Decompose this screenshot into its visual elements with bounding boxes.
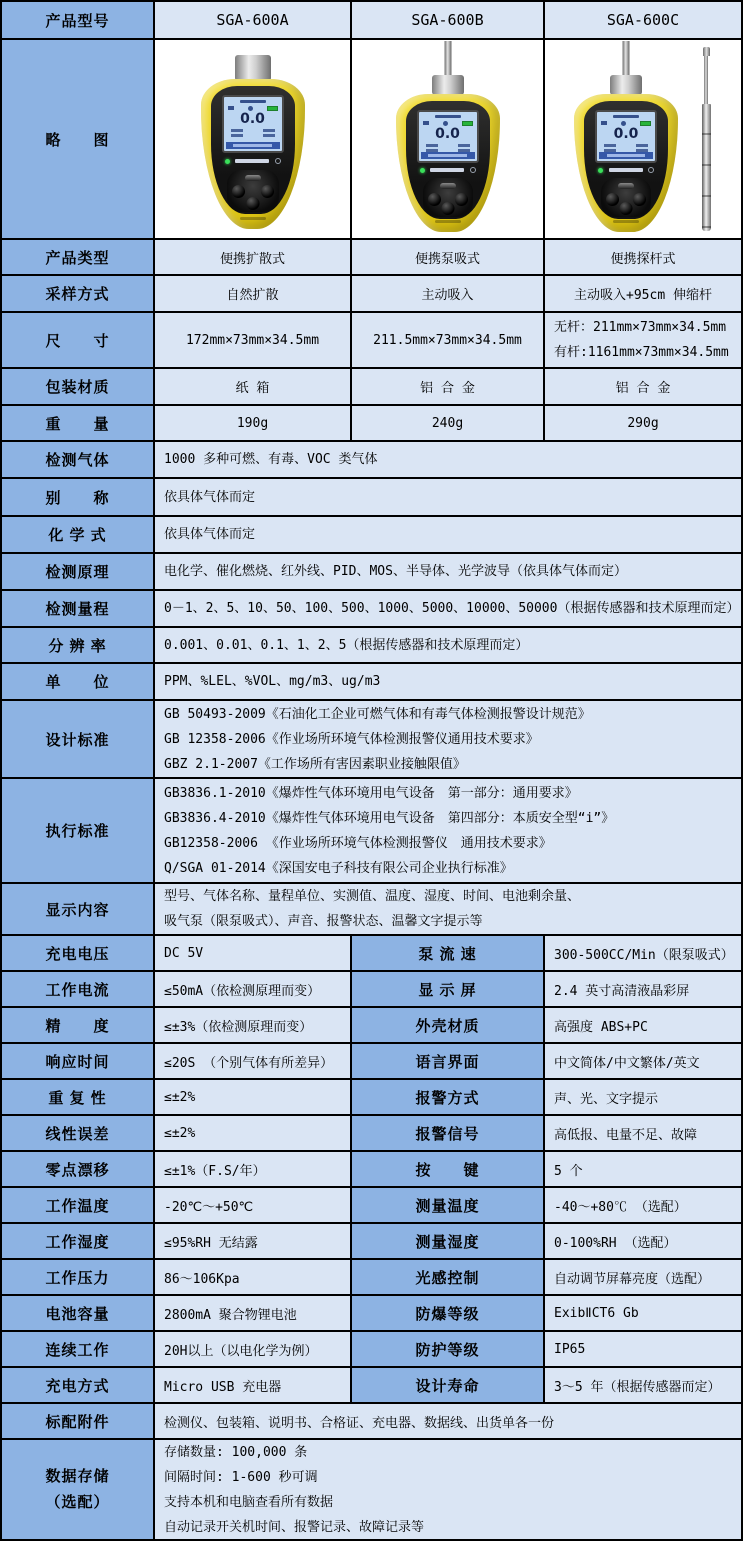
spec-label: 零点漂移 bbox=[2, 1152, 155, 1188]
battery-icon bbox=[462, 121, 473, 126]
led-indicator bbox=[225, 159, 230, 164]
table-row bbox=[2, 1404, 743, 1440]
spec-value: ≤±2% bbox=[155, 1080, 352, 1116]
table-row bbox=[2, 240, 743, 276]
spec-label: 泵 流 速 bbox=[352, 936, 545, 972]
spec-label: 外壳材质 bbox=[352, 1008, 545, 1044]
spec-value bbox=[155, 779, 743, 884]
screen-text-bar bbox=[604, 144, 616, 147]
spec-value-line: 0.001、0.01、0.1、1、2、5（根据传感器和技术原理而定） bbox=[164, 637, 529, 653]
spec-label: 产品类型 bbox=[2, 240, 155, 276]
spec-value: -20℃～+50℃ bbox=[155, 1188, 352, 1224]
spec-value: 3～5 年（根据传感器而定） bbox=[545, 1368, 743, 1404]
spec-label: 测量湿度 bbox=[352, 1224, 545, 1260]
spec-label: 电池容量 bbox=[2, 1296, 155, 1332]
table-row bbox=[2, 40, 743, 240]
led-indicator bbox=[598, 168, 603, 173]
power-icon bbox=[648, 167, 654, 173]
power-icon bbox=[275, 158, 281, 164]
spec-label: 显 示 屏 bbox=[352, 972, 545, 1008]
spec-label: 报警方式 bbox=[352, 1080, 545, 1116]
device-indicator-row bbox=[592, 165, 660, 175]
spec-value: 自动调节屏幕亮度（选配） bbox=[545, 1260, 743, 1296]
spec-label: 充电电压 bbox=[2, 936, 155, 972]
table-row bbox=[2, 1332, 743, 1368]
spec-value: DC 5V bbox=[155, 936, 352, 972]
device-button-cluster bbox=[423, 178, 473, 217]
table-row bbox=[2, 1188, 743, 1224]
screen-text-bar bbox=[231, 134, 243, 137]
device-sensor-cap bbox=[235, 55, 271, 81]
spec-value-line: 0－1、2、5、10、50、100、500、1000、5000、10000、50000（根据传感器和技术原理而定） bbox=[164, 601, 740, 616]
spec-label: 防爆等级 bbox=[352, 1296, 545, 1332]
screen-reading: 0.0 bbox=[613, 126, 639, 142]
spec-label: 响应时间 bbox=[2, 1044, 155, 1080]
table-row bbox=[2, 313, 743, 369]
spec-value-line: GB3836.4-2010《爆炸性气体环境用电气设备 第四部分：本质安全型“i”》 bbox=[164, 810, 615, 826]
screen-title-text-bar bbox=[613, 115, 639, 118]
table-row bbox=[2, 517, 743, 554]
table-row bbox=[2, 554, 743, 591]
spec-value bbox=[155, 591, 743, 628]
spec-value: 便携探杆式 bbox=[545, 240, 743, 276]
spec-value: 纸 箱 bbox=[155, 369, 352, 406]
spec-value-line: 1000 多种可燃、有毒、VOC 类气体 bbox=[164, 452, 378, 467]
spec-value-line: 依具体气体而定 bbox=[164, 489, 256, 505]
spec-value: 5 个 bbox=[545, 1152, 743, 1188]
speaker-grill bbox=[240, 217, 266, 220]
enter-button bbox=[441, 202, 454, 215]
spec-label: 工作温度 bbox=[2, 1188, 155, 1224]
screen-text-bar bbox=[426, 144, 438, 147]
spec-label: 化 学 式 bbox=[2, 517, 155, 554]
spec-label: 线性误差 bbox=[2, 1116, 155, 1152]
screen-title-text-bar bbox=[435, 115, 461, 118]
brand-label bbox=[430, 168, 464, 172]
spec-value: 检测仪、包装箱、说明书、合格证、充电器、数据线、出货单各一份 bbox=[155, 1404, 743, 1440]
device-image-sga-600a bbox=[178, 41, 328, 237]
screen-info-row bbox=[421, 144, 475, 147]
spec-label: 检测量程 bbox=[2, 591, 155, 628]
spec-label: 语言界面 bbox=[352, 1044, 545, 1080]
device-sensor-cap bbox=[432, 75, 464, 95]
screen-time-bar bbox=[428, 154, 467, 157]
device-image-sga-600c bbox=[551, 41, 701, 237]
spec-value-line: 型号、气体名称、量程单位、实测值、温度、湿度、时间、电池剩余量、 bbox=[164, 889, 581, 904]
table-row bbox=[2, 628, 743, 664]
spec-label: 检测原理 bbox=[2, 554, 155, 591]
table-row bbox=[2, 1044, 743, 1080]
spec-value: 自然扩散 bbox=[155, 276, 352, 313]
spec-value-line: PPM、%LEL、%VOL、mg/m3、ug/m3 bbox=[164, 674, 381, 689]
device-body bbox=[201, 79, 305, 229]
model-name: SGA-600C bbox=[545, 2, 743, 40]
spec-label: 执行标准 bbox=[2, 779, 155, 884]
screen-time-bar bbox=[233, 144, 272, 147]
device-probe-tube bbox=[623, 41, 630, 77]
power-icon bbox=[470, 167, 476, 173]
table-row bbox=[2, 1152, 743, 1188]
spec-value: IP65 bbox=[545, 1332, 743, 1368]
spec-value-line: GB 50493-2009《石油化工企业可燃气体和有毒气体检测报警设计规范》 bbox=[164, 706, 591, 722]
spec-label: 尺 寸 bbox=[2, 313, 155, 369]
spec-value-line: GB 12358-2006《作业场所环境气体检测报警仪通用技术要求》 bbox=[164, 731, 539, 747]
spec-value: 铝 合 金 bbox=[352, 369, 545, 406]
screen-info-row bbox=[226, 129, 280, 132]
spec-value: ≤20S （个别气体有所差异） bbox=[155, 1044, 352, 1080]
spec-value-line: 支持本机和电脑查看所有数据 bbox=[164, 1494, 334, 1510]
spec-value: 主动吸入+95cm 伸缩杆 bbox=[545, 276, 743, 313]
enter-button bbox=[246, 197, 259, 210]
spec-value: 高强度 ABS+PC bbox=[545, 1008, 743, 1044]
fan-icon bbox=[621, 121, 626, 126]
spec-label: 单 位 bbox=[2, 664, 155, 701]
right-button bbox=[261, 185, 274, 198]
spec-value bbox=[155, 701, 743, 779]
spec-value: 300-500CC/Min（限泵吸式） bbox=[545, 936, 743, 972]
spec-value-line: Q/SGA 01-2014《深国安电子科技有限公司企业执行标准》 bbox=[164, 860, 513, 876]
right-button bbox=[633, 193, 646, 206]
spec-label: 充电方式 bbox=[2, 1368, 155, 1404]
speaker-grill bbox=[435, 220, 461, 223]
left-button bbox=[606, 193, 619, 206]
spec-label: 设计寿命 bbox=[352, 1368, 545, 1404]
spec-value: ≤50mA（依检测原理而变） bbox=[155, 972, 352, 1008]
spec-label: 重 量 bbox=[2, 406, 155, 442]
spec-value-line: 有杆:1161mm×73mm×34.5mm bbox=[554, 345, 729, 360]
table-row bbox=[2, 442, 743, 479]
device-indicator-row bbox=[219, 156, 287, 166]
spec-value-line: 依具体气体而定 bbox=[164, 527, 256, 542]
telescopic-rod bbox=[701, 47, 711, 233]
spec-value: 240g bbox=[352, 406, 545, 442]
table-row bbox=[2, 1116, 743, 1152]
speaker-icon bbox=[228, 106, 234, 110]
spec-value bbox=[155, 664, 743, 701]
spec-label: 检测气体 bbox=[2, 442, 155, 479]
spec-value bbox=[155, 517, 743, 554]
spec-label: 工作压力 bbox=[2, 1260, 155, 1296]
spec-label: 精 度 bbox=[2, 1008, 155, 1044]
table-row bbox=[2, 972, 743, 1008]
spec-value: ≤±1%（F.S/年） bbox=[155, 1152, 352, 1188]
table-row bbox=[2, 479, 743, 517]
table-row bbox=[2, 1080, 743, 1116]
table-row bbox=[2, 884, 743, 936]
sketch-cell bbox=[545, 40, 743, 240]
screen-reading: 0.0 bbox=[435, 126, 460, 142]
enter-button bbox=[620, 202, 633, 215]
spec-value bbox=[155, 554, 743, 591]
spec-value: ≤95%RH 无结露 bbox=[155, 1224, 352, 1260]
sketch-cell bbox=[352, 40, 545, 240]
screen-status-strip bbox=[226, 142, 280, 149]
spec-value: 172mm×73mm×34.5mm bbox=[155, 313, 352, 369]
spec-label-sketch: 略 图 bbox=[2, 40, 155, 240]
spec-label-data-storage bbox=[2, 1440, 155, 1541]
led-indicator bbox=[420, 168, 425, 173]
table-row bbox=[2, 406, 743, 442]
model-name: SGA-600B bbox=[352, 2, 545, 40]
spec-value: ≤±2% bbox=[155, 1116, 352, 1152]
spec-label: 按 键 bbox=[352, 1152, 545, 1188]
spec-label: 光感控制 bbox=[352, 1260, 545, 1296]
right-button bbox=[455, 193, 468, 206]
screen-info-row bbox=[226, 134, 280, 137]
spec-value: 211.5mm×73mm×34.5mm bbox=[352, 313, 545, 369]
screen-time-bar bbox=[607, 154, 646, 157]
spec-value bbox=[155, 1440, 743, 1541]
spec-label: 报警信号 bbox=[352, 1116, 545, 1152]
table-row bbox=[2, 1440, 743, 1541]
battery-icon bbox=[267, 106, 278, 111]
spec-value: -40～+80℃ （选配） bbox=[545, 1188, 743, 1224]
screen-text-bar bbox=[263, 134, 275, 137]
spec-label-product-model: 产品型号 bbox=[2, 2, 155, 40]
spec-value: 0-100%RH （选配） bbox=[545, 1224, 743, 1260]
spec-value: 中文简体/中文繁体/英文 bbox=[545, 1044, 743, 1080]
device-image-sga-600b bbox=[373, 41, 523, 237]
screen-text-bar bbox=[263, 129, 275, 132]
spec-label: 设计标准 bbox=[2, 701, 155, 779]
spec-value: Micro USB 充电器 bbox=[155, 1368, 352, 1404]
device-front-panel bbox=[211, 86, 295, 214]
rod-upper-section bbox=[704, 56, 708, 104]
model-name: SGA-600A bbox=[155, 2, 352, 40]
spec-value: 主动吸入 bbox=[352, 276, 545, 313]
spec-value-line: GB12358-2006 《作业场所环境气体检测报警仪 通用技术要求》 bbox=[164, 835, 552, 851]
device-probe-tube bbox=[444, 41, 451, 77]
spec-label: 工作湿度 bbox=[2, 1224, 155, 1260]
sketch-cell bbox=[155, 40, 352, 240]
spec-value: 2.4 英寸高清液晶彩屏 bbox=[545, 972, 743, 1008]
menu-button bbox=[245, 175, 261, 181]
screen-text-bar bbox=[231, 129, 243, 132]
device-body bbox=[574, 94, 678, 232]
table-row bbox=[2, 1296, 743, 1332]
spec-value: 2800mA 聚合物锂电池 bbox=[155, 1296, 352, 1332]
device-sensor-cap bbox=[610, 75, 642, 95]
spec-value: 便携泵吸式 bbox=[352, 240, 545, 276]
rod-lower-section bbox=[702, 104, 711, 231]
table-row bbox=[2, 2, 743, 40]
table-row bbox=[2, 779, 743, 884]
screen-status-strip bbox=[421, 152, 475, 159]
spec-value bbox=[545, 313, 743, 369]
screen-info-row bbox=[599, 144, 653, 147]
table-row bbox=[2, 591, 743, 628]
spec-label: 采样方式 bbox=[2, 276, 155, 313]
speaker-grill bbox=[613, 220, 639, 223]
screen-text-bar bbox=[458, 144, 470, 147]
rod-tip bbox=[703, 47, 710, 56]
table-row bbox=[2, 1224, 743, 1260]
spec-label: 工作电流 bbox=[2, 972, 155, 1008]
speaker-icon bbox=[601, 121, 607, 125]
spec-value: 高低报、电量不足、故障 bbox=[545, 1116, 743, 1152]
battery-icon bbox=[640, 121, 651, 126]
table-row bbox=[2, 1260, 743, 1296]
screen-reading: 0.0 bbox=[240, 111, 265, 127]
table-row bbox=[2, 276, 743, 313]
device-front-panel bbox=[584, 101, 668, 219]
brand-label bbox=[609, 168, 643, 172]
spec-label-line: 数据存储 bbox=[45, 1467, 110, 1485]
fan-icon bbox=[443, 121, 448, 126]
device-front-panel bbox=[406, 101, 490, 219]
speaker-icon bbox=[423, 121, 429, 125]
spec-value: 290g bbox=[545, 406, 743, 442]
spec-value-line: 电化学、催化燃烧、红外线、PID、MOS、半导体、光学波导（依具体气体而定） bbox=[164, 564, 627, 579]
spec-label: 包装材质 bbox=[2, 369, 155, 406]
spec-label: 防护等级 bbox=[352, 1332, 545, 1368]
fan-icon bbox=[248, 106, 253, 111]
spec-label: 别 称 bbox=[2, 479, 155, 517]
spec-value-line: 吸气泵（限泵吸式）、声音、报警状态、温馨文字提示等 bbox=[164, 914, 483, 929]
menu-button bbox=[618, 183, 634, 189]
device-screen bbox=[222, 95, 284, 153]
spec-value: 190g bbox=[155, 406, 352, 442]
device-screen bbox=[595, 110, 657, 163]
spec-value bbox=[155, 628, 743, 664]
table-row bbox=[2, 369, 743, 406]
spec-value: 86～106Kpa bbox=[155, 1260, 352, 1296]
spec-label: 连续工作 bbox=[2, 1332, 155, 1368]
screen-text-bar bbox=[636, 144, 648, 147]
brand-label bbox=[235, 159, 269, 163]
spec-value: 便携扩散式 bbox=[155, 240, 352, 276]
device-screen bbox=[417, 110, 479, 163]
left-button bbox=[428, 193, 441, 206]
spec-value bbox=[155, 884, 743, 936]
left-button bbox=[232, 185, 245, 198]
spec-value: 20H以上（以电化学为例） bbox=[155, 1332, 352, 1368]
spec-value-line: GB3836.1-2010《爆炸性气体环境用电气设备 第一部分：通用要求》 bbox=[164, 785, 578, 801]
table-row bbox=[2, 1008, 743, 1044]
spec-label: 重 复 性 bbox=[2, 1080, 155, 1116]
table-row bbox=[2, 664, 743, 701]
menu-button bbox=[440, 183, 456, 189]
spec-label: 测量温度 bbox=[352, 1188, 545, 1224]
spec-value-line: 无杆：211mm×73mm×34.5mm bbox=[554, 320, 727, 335]
table-row bbox=[2, 936, 743, 972]
device-indicator-row bbox=[414, 165, 482, 175]
spec-label: 分 辨 率 bbox=[2, 628, 155, 664]
spec-value: ExibⅡCT6 Gb bbox=[545, 1296, 743, 1332]
spec-label: 显示内容 bbox=[2, 884, 155, 936]
device-body bbox=[396, 94, 500, 232]
spec-value bbox=[155, 479, 743, 517]
spec-value-line: 存储数量: 100,000 条 bbox=[164, 1444, 308, 1460]
spec-value: ≤±3%（依检测原理而变） bbox=[155, 1008, 352, 1044]
screen-title-text-bar bbox=[240, 100, 266, 103]
table-row bbox=[2, 1368, 743, 1404]
spec-label-accessories: 标配附件 bbox=[2, 1404, 155, 1440]
spec-value-line: 自动记录开关机时间、报警记录、故障记录等 bbox=[164, 1519, 425, 1535]
table-row bbox=[2, 701, 743, 779]
spec-value bbox=[155, 442, 743, 479]
spec-value-line: 间隔时间: 1-600 秒可调 bbox=[164, 1469, 318, 1485]
screen-status-strip bbox=[599, 152, 653, 159]
spec-value: 铝 合 金 bbox=[545, 369, 743, 406]
spec-value: 声、光、文字提示 bbox=[545, 1080, 743, 1116]
device-button-cluster bbox=[227, 170, 279, 212]
spec-value-line: GBZ 2.1-2007《工作场所有害因素职业接触限值》 bbox=[164, 756, 466, 772]
spec-label-line: （选配） bbox=[45, 1493, 110, 1511]
device-button-cluster bbox=[601, 178, 651, 217]
